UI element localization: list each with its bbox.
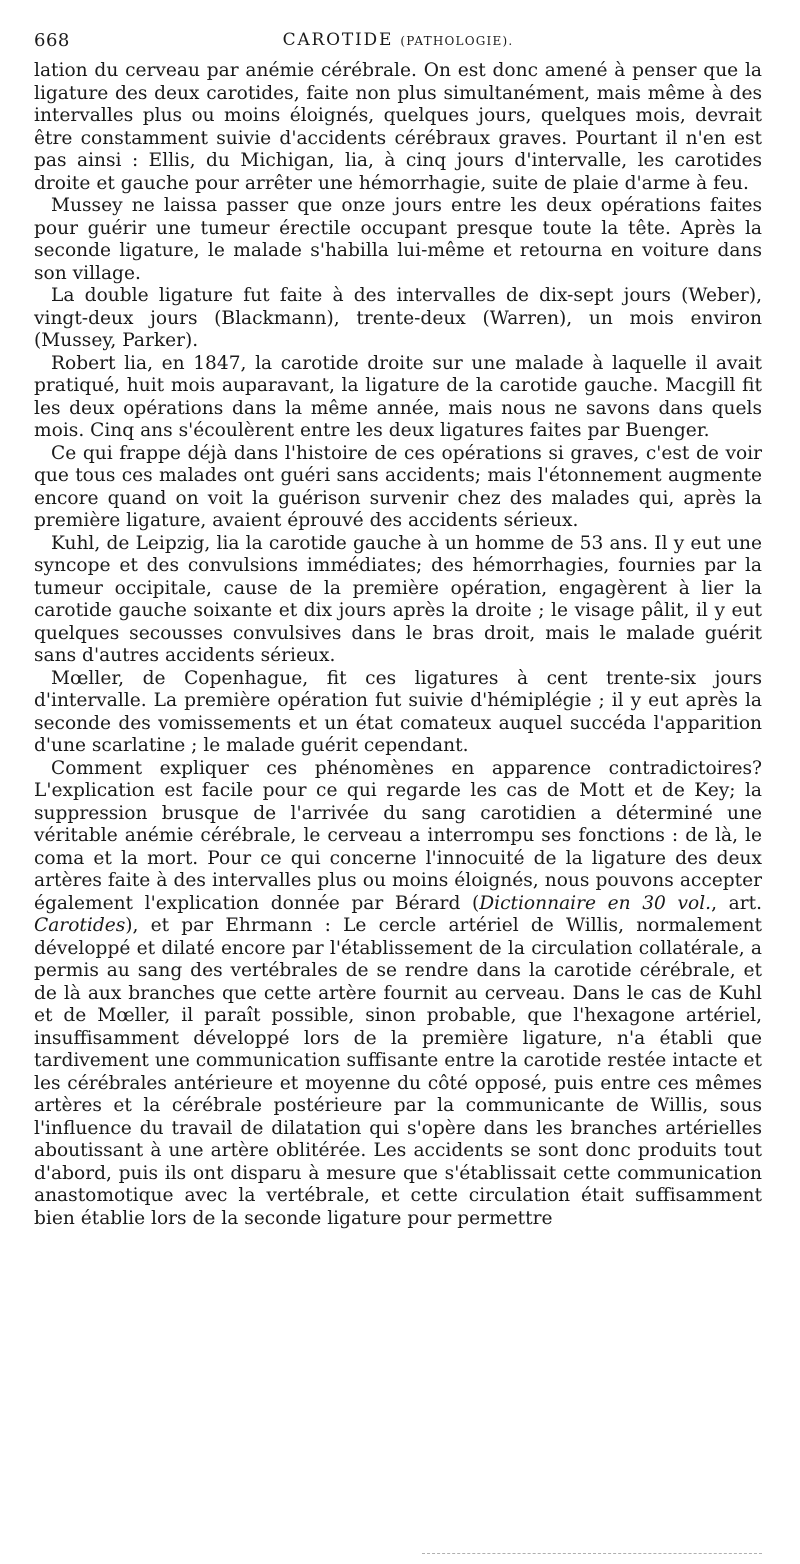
paragraph-explanation [34,758,762,1231]
running-title-main: CAROTIDE [282,30,394,50]
citation-separator: , art. [711,892,762,914]
body-text [34,60,762,1230]
paragraph-kuhl: Kuhl, de Leipzig, lia la carotide gauche à un homme de 53 ans. Il y eut une syncope et des convulsions immédiates; des hémorrhagies, fournies par la tumeur occipitale, cause de la première opération, engagèrent à lier la carotide gauche soixante et dix jours après la droite ; le visage pâlit, il y eut quelques secousses convulsives dans le bras droit, mais le malade guérit sans d'autres accidents sérieux. [34,532,762,666]
running-head [34,30,762,56]
footer-rule [422,1553,762,1554]
running-title-subtitle: (PATHOLOGIE). [400,34,514,48]
citation-work: Dictionnaire en 30 vol. [479,892,712,914]
paragraph-robert: Robert lia, en 1847, la carotide droite sur une malade à laquelle il avait pratiqué, huit mois auparavant, la ligature de la carotide gauche. Macgill fit les deux opérations dans la même année, mais nous ne savons dans quels mois. Cinq ans s'écoulèrent entre les deux ligatures faites par Buenger. [34,352,762,441]
paragraph-observation: Ce qui frappe déjà dans l'histoire de ces opérations si graves, c'est de voir que tous ces malades ont guéri sans accidents; mais l'étonnement augmente encore quand on voit la guérison survenir chez des malades qui, après la première ligature, avaient éprouvé des accidents sérieux. [34,442,762,531]
paragraph-mussey: Mussey ne laissa passer que onze jours entre les deux opérations faites pour guérir une tumeur érectile occupant presque toute la tête. Après la seconde ligature, le malade s'habilla lui-même et retourna en voiture dans son village. [34,195,762,284]
page-number: 668 [34,30,70,51]
paragraph-moeller: Mœller, de Copenhague, fit ces ligatures à cent trente-six jours d'intervalle. La première opération fut suivie d'hémiplégie ; il y eut après la seconde des vomissements et un état comateux auquel succéda l'apparition d'une scarlatine ; le malade guérit cependant. [34,667,762,756]
explanation-text-end: ), et par Ehrmann : Le cercle artériel de Willis, normalement développé et dilaté encore par l'établissement de la circulation collatérale, a permis au sang des vertébrales de se rendre dans la carotide cérébrale, et de là aux branches que cette artère fournit au cerveau. Dans le cas de Kuhl et de Mœller, il paraît possible, sinon probable, que l'hexagone artériel, insuffisamment développé lors de la première ligature, n'a établi que tardivement une communication suffisante entre la carotide restée intacte et les cérébrales antérieure et moyenne du côté opposé, puis entre ces mêmes artères et la cérébrale postérieure par la communicante de Willis, sous l'influence du travail de dilatation qui s'opère dans les branches artérielles aboutissant à une artère oblitérée. Les accidents se sont donc produits tout d'abord, puis ils ont disparu à mesure que s'établissait cette communication anastomotique avec la vertébrale, et cette circulation était suffisamment bien établie lors de la seconde ligature pour permettre [34,915,762,1229]
citation-article: Carotides [34,915,126,936]
running-title [34,30,762,50]
paragraph-continuation: lation du cerveau par anémie cérébrale. On est donc amené à penser que la ligature des deux carotides, faite non plus simultanément, mais même à des intervalles plus ou moins éloignés, quelques jours, quelques mois, devrait être constamment suivie d'accidents cérébraux graves. Pourtant il n'en est pas ainsi : Ellis, du Michigan, lia, à cinq jours d'intervalle, les carotides droite et gauche pour arrêter une hémorrhagie, suite de plaie d'arme à feu. [34,60,762,194]
explanation-text-start: Comment expliquer ces phénomènes en apparence contradictoires? L'explication est facile pour ce qui regarde les cas de Mott et de Key; la suppression brusque de l'arrivée du sang carotidien a déterminé une véritable anémie cérébrale, le cerveau a interrompu ses fonctions : de là, le coma et la mort. Pour ce qui concerne l'innocuité de la ligature des deux artères faite à des intervalles plus ou moins éloignés, nous pouvons accepter également l'explication donnée par Bérard ( [34,757,762,914]
paragraph-double-ligature: La double ligature fut faite à des intervalles de dix-sept jours (Weber), vingt-deux jours (Blackmann), trente-deux (Warren), un mois environ (Mussey, Parker). [34,285,762,351]
